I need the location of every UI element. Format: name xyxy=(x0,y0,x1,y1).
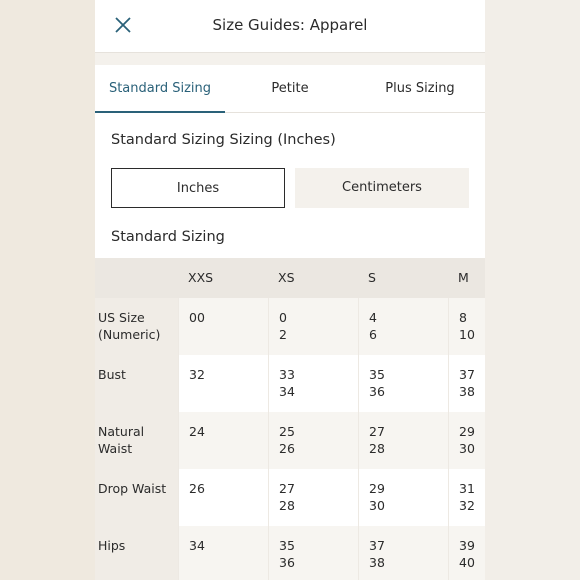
table-cell xyxy=(358,526,448,580)
cell-value: 33 xyxy=(279,367,295,382)
cell-value: 4 xyxy=(369,310,377,325)
cell-value: 36 xyxy=(279,555,295,570)
cell-value: 37 xyxy=(459,367,475,382)
cell-value: 28 xyxy=(369,441,385,456)
cell-value: 37 xyxy=(369,538,385,553)
table-cell xyxy=(448,355,485,412)
cell-value: 36 xyxy=(369,384,385,399)
cell-value: 2 xyxy=(279,327,287,342)
row-label xyxy=(95,412,178,469)
cell-value: 25 xyxy=(279,424,295,439)
table-cell xyxy=(268,469,358,526)
table-cell xyxy=(268,412,358,469)
column-header-empty xyxy=(95,258,178,298)
cell-value: 35 xyxy=(279,538,295,553)
cell-value: 27 xyxy=(369,424,385,439)
table-body xyxy=(95,298,485,580)
row-label-line: Natural xyxy=(98,424,145,439)
table-cell xyxy=(358,412,448,469)
table-cell xyxy=(178,469,268,526)
background-left xyxy=(0,0,95,580)
table-cell xyxy=(178,526,268,580)
table-cell xyxy=(358,469,448,526)
row-label-line: Waist xyxy=(98,441,133,456)
cell-value: 8 xyxy=(459,310,467,325)
cell-value: 0 xyxy=(279,310,287,325)
tab-standard-sizing[interactable]: Standard Sizing xyxy=(108,81,212,96)
section-heading: Standard Sizing Sizing (Inches) xyxy=(111,132,336,148)
cell-value: 35 xyxy=(369,367,385,382)
table-cell xyxy=(358,355,448,412)
table-cell xyxy=(178,355,268,412)
cell-value: 34 xyxy=(189,538,205,553)
row-label xyxy=(95,469,178,526)
cell-value: 26 xyxy=(279,441,295,456)
row-label-line: (Numeric) xyxy=(98,327,161,342)
cell-value: 38 xyxy=(459,384,475,399)
table-row xyxy=(95,469,485,526)
table-cell xyxy=(448,412,485,469)
size-guide-modal xyxy=(95,0,485,580)
cell-value: 31 xyxy=(459,481,475,496)
table-cell xyxy=(448,298,485,355)
cell-value: 24 xyxy=(189,424,205,439)
table-cell xyxy=(178,412,268,469)
row-label xyxy=(95,355,178,412)
table-cell xyxy=(268,298,358,355)
modal-title: Size Guides: Apparel xyxy=(212,16,368,34)
active-tab-indicator xyxy=(95,111,225,113)
tab-petite[interactable]: Petite xyxy=(271,81,309,96)
row-label-line: Drop Waist xyxy=(98,481,167,496)
modal-header xyxy=(95,0,485,53)
centimeters-button[interactable]: Centimeters xyxy=(295,168,469,208)
table-row xyxy=(95,526,485,580)
table-cell xyxy=(178,298,268,355)
cell-value: 32 xyxy=(189,367,205,382)
cell-value: 6 xyxy=(369,327,377,342)
table-cell xyxy=(268,355,358,412)
cell-value: 10 xyxy=(459,327,475,342)
table-cell xyxy=(268,526,358,580)
table-heading: Standard Sizing xyxy=(111,229,225,245)
table-cell xyxy=(358,298,448,355)
table-cell xyxy=(448,469,485,526)
sizing-tabs xyxy=(95,65,485,113)
cell-value: 27 xyxy=(279,481,295,496)
cell-value: 30 xyxy=(369,498,385,513)
column-header: M xyxy=(458,270,469,285)
row-label xyxy=(95,526,178,580)
cell-value: 39 xyxy=(459,538,475,553)
cell-value: 38 xyxy=(369,555,385,570)
cell-value: 34 xyxy=(279,384,295,399)
cell-value: 40 xyxy=(459,555,475,570)
header-spacer xyxy=(95,53,485,65)
cell-value: 30 xyxy=(459,441,475,456)
inches-button[interactable]: Inches xyxy=(111,168,285,208)
cell-value: 32 xyxy=(459,498,475,513)
row-label-line: US Size xyxy=(98,310,145,325)
column-header: XS xyxy=(278,270,295,285)
cell-value: 00 xyxy=(189,310,205,325)
cell-value: 29 xyxy=(369,481,385,496)
cell-value: 26 xyxy=(189,481,205,496)
table-row xyxy=(95,355,485,412)
tab-plus-sizing[interactable]: Plus Sizing xyxy=(385,81,455,96)
row-label xyxy=(95,298,178,355)
column-header: XXS xyxy=(188,270,214,285)
size-table xyxy=(95,258,485,580)
row-label-line: Bust xyxy=(98,367,126,382)
table-row xyxy=(95,412,485,469)
table-header-row xyxy=(95,258,485,298)
cell-value: 28 xyxy=(279,498,295,513)
cell-value: 29 xyxy=(459,424,475,439)
row-label-line: Hips xyxy=(98,538,126,553)
column-header: S xyxy=(368,270,376,285)
table-row xyxy=(95,298,485,355)
table-cell xyxy=(448,526,485,580)
background-right xyxy=(485,0,580,580)
